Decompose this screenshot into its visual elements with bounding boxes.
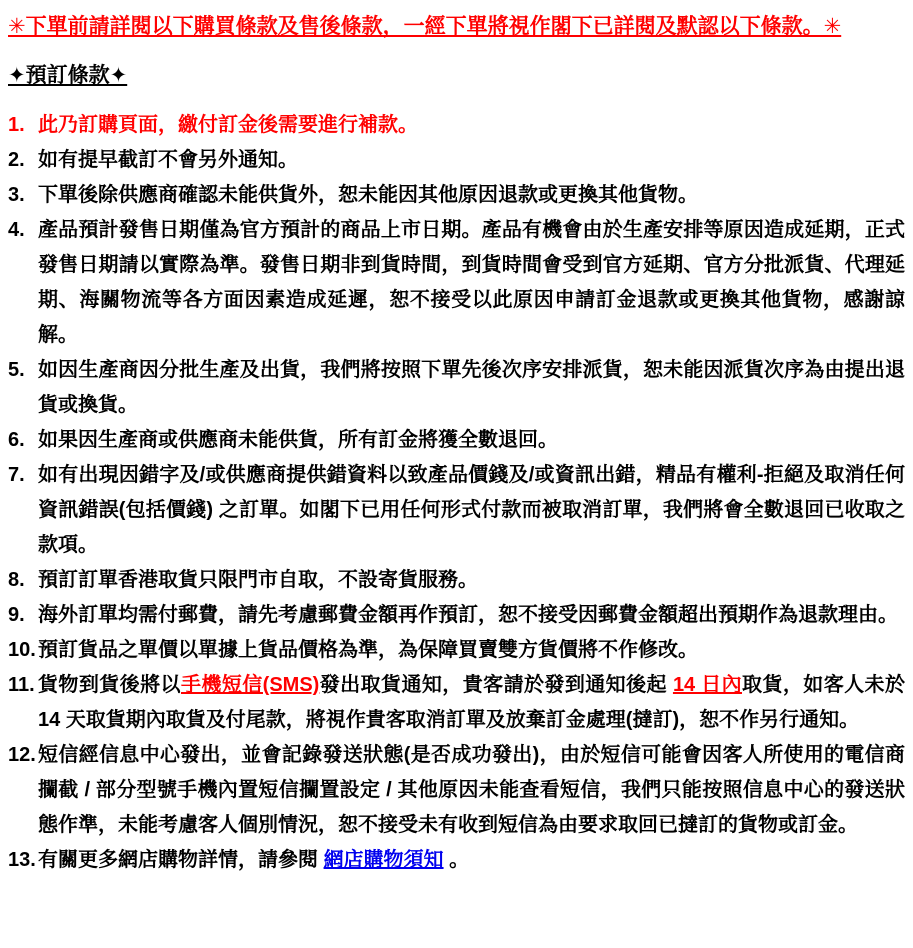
term-text: 如有提早截訂不會另外通知。 — [38, 149, 298, 171]
term-item — [8, 143, 905, 178]
term-text: 14 日內 — [672, 674, 743, 696]
term-number: 12. — [8, 744, 36, 766]
term-number: 10. — [8, 639, 36, 661]
term-number: 11. — [8, 674, 35, 696]
term-text: 如因生產商因分批生產及出貨，我們將按照下單先後次序安排派貨，恕未能因派貨次序為由提出退貨或換貨。 — [38, 359, 905, 416]
shop-guide-link[interactable]: 網店購物須知 — [323, 849, 444, 871]
term-item — [8, 738, 905, 843]
term-item — [8, 598, 905, 633]
term-text: 。 — [443, 849, 470, 871]
term-item — [8, 423, 905, 458]
term-item — [8, 458, 905, 563]
notice-banner: ✳下單前請詳閱以下購買條款及售後條款，一經下單將視作閣下已詳閱及默認以下條款。✳ — [8, 15, 842, 38]
term-number: 9. — [8, 604, 25, 626]
term-text: 取貨，如客人未於 14 天取貨期內取貨及付尾款，將視作貴客取消訂單及放棄訂金處理(撻訂)，恕不作另行通知。 — [38, 674, 905, 731]
term-text: 預訂訂單香港取貨只限門市自取，不設寄貨服務。 — [38, 569, 478, 591]
term-text: 有關更多網店購物詳情，請參閱 — [38, 849, 324, 871]
term-number: 8. — [8, 569, 25, 591]
section-title-preorder-terms: ✦預訂條款✦ — [8, 64, 128, 87]
term-text: 此乃訂購頁面，繳付訂金後需要進行補款。 — [38, 114, 418, 136]
term-text: 如有出現因錯字及/或供應商提供錯資料以致產品價錢及/或資訊出錯，精品有權利-拒絕及取消任何資訊錯誤(包括價錢) 之訂單。如閣下已用任何形式付款而被取消訂單，我們將會全數退回已收取之款項。 — [38, 464, 905, 556]
term-text: 產品預計發售日期僅為官方預計的商品上市日期。產品有機會由於生產安排等原因造成延期，正式發售日期請以實際為準。發售日期非到貨時間，到貨時間會受到官方延期、官方分批派貨、代理延期、海關物流等各方面因素造成延遲，恕不接受以此原因申請訂金退款或更換其他貨物，感謝諒解。 — [38, 219, 905, 346]
term-item — [8, 633, 905, 668]
term-number: 13. — [8, 849, 36, 871]
term-item — [8, 668, 905, 738]
term-number: 1. — [8, 114, 25, 136]
term-text: 貨物到貨後將以 — [38, 674, 181, 696]
term-text: 海外訂單均需付郵費，請先考慮郵費金額再作預訂，恕不接受因郵費金額超出預期作為退款理由。 — [38, 604, 898, 626]
term-item — [8, 843, 905, 878]
term-number: 4. — [8, 219, 25, 241]
term-number: 7. — [8, 464, 25, 486]
term-text: 如果因生產商或供應商未能供貨，所有訂金將獲全數退回。 — [38, 429, 558, 451]
term-item — [8, 213, 905, 353]
term-text: 短信經信息中心發出，並會記錄發送狀態(是否成功發出)，由於短信可能會因客人所使用的電信商攔截 / 部分型號手機內置短信攔置設定 / 其他原因未能查看短信，我們只能按照信息中心的發送狀態作準，未能考慮客人個別情況，恕不接受未有收到短信為由要求取回已撻訂的貨物或訂金。 — [38, 744, 905, 836]
term-item — [8, 108, 905, 143]
term-item — [8, 353, 905, 423]
term-number: 2. — [8, 149, 25, 171]
term-text: 手機短信(SMS) — [180, 674, 320, 696]
term-item — [8, 178, 905, 213]
term-number: 5. — [8, 359, 25, 381]
term-text: 下單後除供應商確認未能供貨外，恕未能因其他原因退款或更換其他貨物。 — [38, 184, 698, 206]
term-number: 3. — [8, 184, 25, 206]
term-text: 預訂貨品之單價以單據上貨品價格為準，為保障買賣雙方貨價將不作修改。 — [38, 639, 698, 661]
term-number: 6. — [8, 429, 25, 451]
terms-list — [8, 108, 905, 878]
term-item — [8, 563, 905, 598]
term-text: 發出取貨通知，貴客請於發到通知後起 — [319, 674, 673, 696]
